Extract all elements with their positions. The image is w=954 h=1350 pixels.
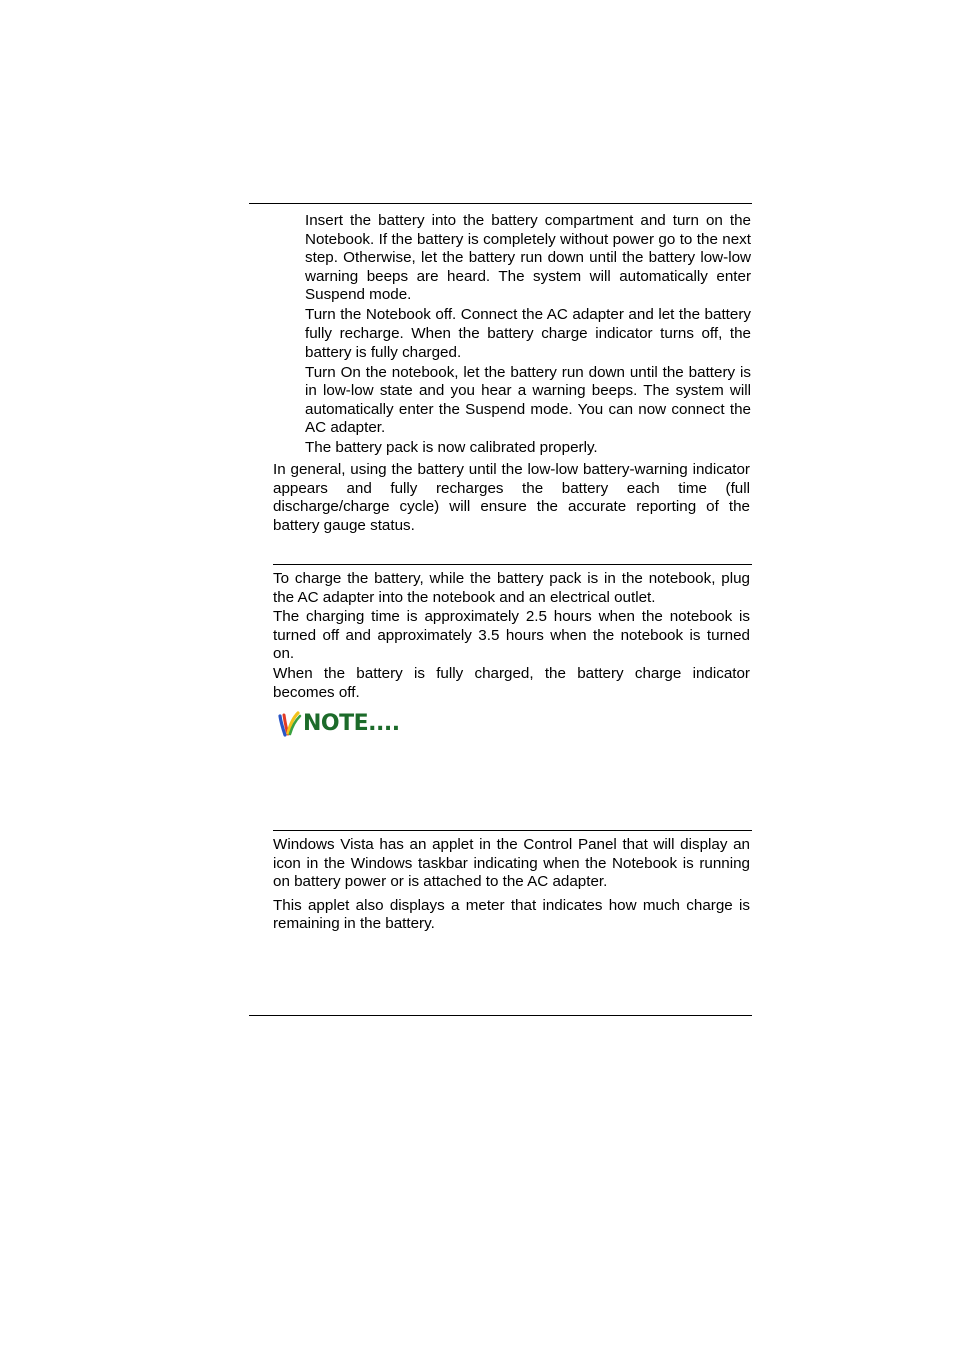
general-paragraph: In general, using the battery until the low-low battery-warning indicator appears and fully recharges the battery each time (full discharge/charge cycle) will ensure the accurate reporting of the battery gauge status. [273, 461, 750, 534]
page-footer-rule [249, 1015, 752, 1016]
calibration-steps [305, 212, 751, 459]
charging-paragraph-1: To charge the battery, while the battery pack is in the notebook, plug the AC adapter into the notebook and an electrical outlet. [273, 570, 750, 606]
note-logo [276, 710, 408, 738]
step-1: Insert the battery into the battery compartment and turn on the Notebook. If the battery is completely without power go to the next step. Otherwise, let the battery run down until the battery low-low warning beeps are heard. The system will automatically enter Suspend mode. [305, 212, 751, 304]
note-label: NOTE.... [303, 711, 400, 736]
step-3: Turn On the notebook, let the battery run down until the battery is in low-low state and you hear a warning beeps. The system will automatically enter the Suspend mode. You can now connect the AC adapter. [305, 363, 751, 437]
vista-section [273, 836, 750, 939]
section-rule-vista [273, 830, 752, 831]
step-2: Turn the Notebook off. Connect the AC adapter and let the battery fully recharge. When the battery charge indicator turns off, the battery is fully charged. [305, 306, 751, 361]
section-rule-top [249, 203, 752, 204]
charging-paragraph-3: When the battery is fully charged, the battery charge indicator becomes off. [273, 664, 750, 701]
step-4: The battery pack is now calibrated properly. [305, 439, 598, 457]
section-rule-charging [273, 564, 752, 565]
charging-paragraph-2: The charging time is approximately 2.5 hours when the notebook is turned off and approximately 3.5 hours when the notebook is turned on. [273, 608, 750, 663]
note-check-icon [276, 710, 302, 738]
vista-paragraph-1: Windows Vista has an applet in the Control Panel that will display an icon in the Windows taskbar indicating when the Notebook is running on battery power or is attached to the AC adapter. [273, 836, 750, 891]
vista-paragraph-2: This applet also displays a meter that indicates how much charge is remaining in the battery. [273, 896, 750, 933]
charging-section [273, 570, 750, 703]
